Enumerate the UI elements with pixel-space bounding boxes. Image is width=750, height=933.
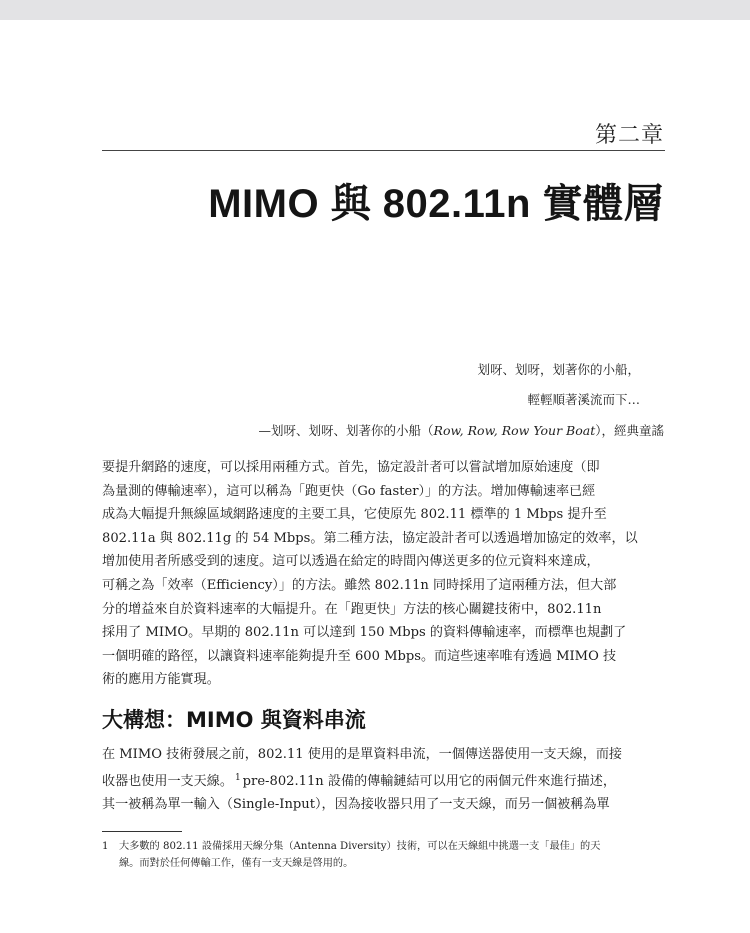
paragraph-line: 增加使用者所感受到的速度。這可以透過在給定的時間內傳送更多的位元資料來達成， [102, 554, 600, 570]
epigraph-attribution-prefix: —划呀、划呀、划著你的小船（ [258, 423, 434, 438]
paragraph-line: 要提升網路的速度，可以採用兩種方式。首先，協定設計者可以嘗試增加原始速度（即 [102, 460, 600, 475]
footnote [102, 838, 665, 872]
paragraph-line: 為量測的傳輸速率），這可以稱為「跑更快（Go faster）」的方法。增加傳輸速率已經 [102, 483, 596, 499]
intro-paragraph [102, 456, 665, 692]
epigraph-song-title: Row, Row, Row Your Boat [433, 423, 596, 438]
paragraph-line: 其一被稱為單一輸入（Single-Input），因為接收器只用了一支天線，而另一個被稱為單 [102, 797, 610, 813]
chapter-divider [102, 150, 665, 151]
paragraph-line: 802.11a 與 802.11g 的 54 Mbps。第二種方法，協定設計者可以透過增加協定的效率，以 [102, 530, 638, 546]
epigraph-line-2: 輕輕順著溪流而下… [527, 392, 640, 407]
section-paragraph [102, 743, 665, 817]
paragraph-text: pre-802.11n 設備的傳輸鏈結可以用它的兩個元件來進行描述， [242, 773, 616, 789]
epigraph-attribution-suffix: ），經典童謠 [595, 423, 664, 438]
footnote-reference[interactable]: 1 [234, 772, 241, 783]
epigraph-attribution [259, 421, 664, 439]
paragraph-line [102, 767, 665, 794]
paragraph-line: 術的應用方能實現。 [102, 672, 220, 688]
footnote-line: 線。而對於任何傳輸工作，僅有一支天線是啓用的。 [119, 858, 354, 869]
paragraph-line: 可稱之為「效率（Efficiency）」的方法。雖然 802.11n 同時採用了這兩種方法，但大部 [102, 577, 617, 593]
chapter-label: 第二章 [594, 123, 664, 148]
top-margin-bar [0, 0, 750, 20]
paragraph-line: 採用了 MIMO。早期的 802.11n 可以達到 150 Mbps 的資料傳輸速率，而標準也規劃了 [102, 625, 627, 641]
section-heading: 大構想：MIMO 與資料串流 [102, 708, 366, 732]
paragraph-line: 成為大幅提升無線區域網路速度的主要工具，它使原先 802.11 標準的 1 Mbps 提升至 [102, 507, 607, 523]
paragraph-line: 在 MIMO 技術發展之前，802.11 使用的是單資料串流，一個傳送器使用一支天線，而接 [102, 747, 623, 762]
paragraph-line: 一個明確的路徑，以讓資料速率能夠提升至 600 Mbps。而這些速率唯有透過 MIMO 技 [102, 648, 617, 664]
footnote-number: 1 [102, 841, 109, 852]
epigraph-line-1: 划呀、划呀，划著你的小船， [477, 362, 640, 377]
footnote-line [102, 838, 665, 855]
footnote-text: 大多數的 802.11 設備採用天線分集（Antenna Diversity）技術，可以在天線組中挑選一支「最佳」的天 [119, 841, 601, 852]
footnote-divider [102, 831, 182, 832]
paragraph-line: 分的增益來自於資料速率的大幅提升。在「跑更快」方法的核心關鍵技術中，802.11n [102, 601, 602, 617]
paragraph-text: 收器也使用一支天線。 [102, 773, 233, 789]
chapter-title: MIMO 與 802.11n 實體層 [208, 182, 664, 226]
